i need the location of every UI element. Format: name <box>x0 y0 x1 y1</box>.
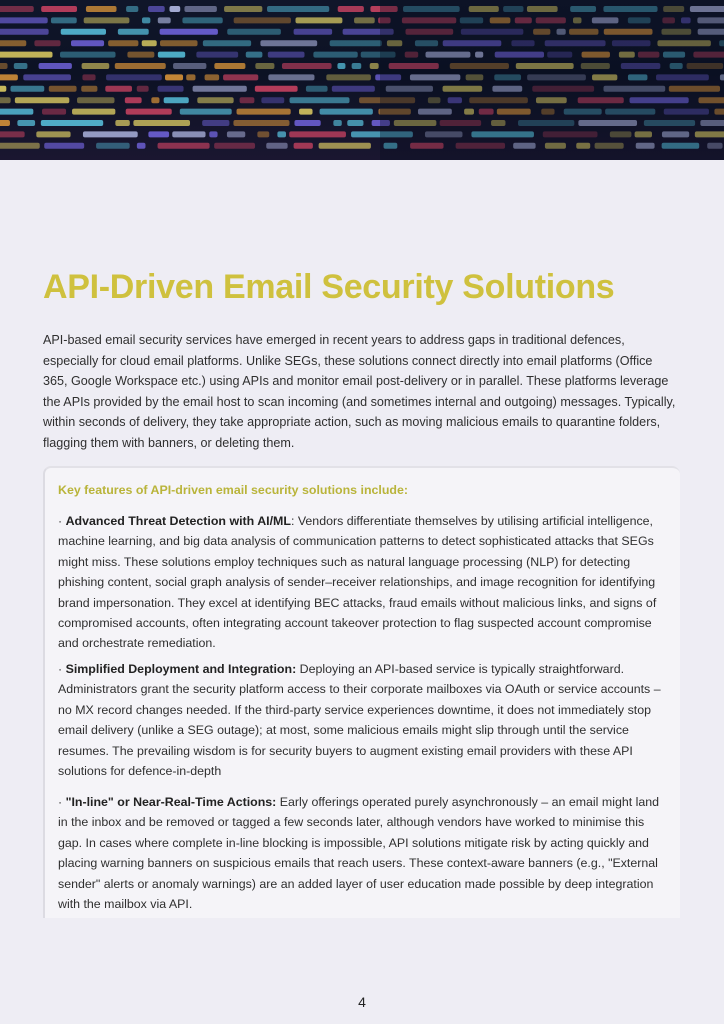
code-streak <box>14 63 28 69</box>
code-streak <box>268 74 314 80</box>
code-streak <box>72 109 115 115</box>
intro-paragraph: API-based email security services have emerged in recent years to address gaps in traditional defences, especially for cloud email platforms. Unlike SEGs, these solutions connect directly into email platforms (Office 365, Google Workspace etc.) using APIs and monitor email post-delivery or in parallel. These platforms leverage the APIs provided by the email host to scan incoming (and sometimes internal and outgoing) messages. Typically, within seconds of delivery, they take appropriate action, such as moving malicious emails to quarantine folders, flagging them with banners, or deleting them. <box>43 333 676 450</box>
code-streak <box>0 97 11 103</box>
code-streak <box>246 52 263 58</box>
code-streak <box>257 131 269 137</box>
bullet: · <box>58 662 66 676</box>
code-streak <box>193 86 247 92</box>
code-streak <box>165 74 183 80</box>
code-streak <box>0 52 53 58</box>
code-streak <box>234 17 291 23</box>
code-streak <box>319 143 371 149</box>
code-streak <box>233 120 289 126</box>
code-streak <box>267 6 329 12</box>
code-streak <box>0 29 49 35</box>
code-streak <box>96 143 130 149</box>
code-streak <box>332 86 375 92</box>
code-streak <box>151 97 159 103</box>
code-streak <box>268 52 305 58</box>
code-streak <box>290 97 350 103</box>
code-streak <box>205 74 220 80</box>
code-streak <box>118 29 149 35</box>
code-streak <box>164 97 189 103</box>
code-streak <box>160 29 218 35</box>
code-streak <box>15 97 69 103</box>
code-streak <box>266 143 287 149</box>
code-streak <box>51 17 77 23</box>
code-streak <box>184 6 216 12</box>
code-streak <box>82 74 95 80</box>
feature-item <box>58 511 670 654</box>
code-streak <box>203 40 251 46</box>
feature-text: Early offerings operated purely asynchronously – an email might land in the inbox and be removed or tagged a few seconds later, although vendors have worked to minimise this gap. In cases where complete in-line blocking is impossible, API solutions mitigate risk by acting quickly and placing warning banners on suspicious emails that reach users. These context-aware banners (e.g., "External sender" alerts or anomaly warnings) are an added layer of user education made possible by deep integration with the mailbox via API. <box>58 795 660 912</box>
code-streak <box>0 74 18 80</box>
code-streak <box>158 143 210 149</box>
code-streak <box>0 131 25 137</box>
code-streak <box>237 109 291 115</box>
code-streak <box>0 17 48 23</box>
code-streak <box>294 29 333 35</box>
key-features-box <box>43 466 680 918</box>
code-streak <box>277 131 286 137</box>
code-streak <box>148 6 165 12</box>
code-streak <box>169 6 180 12</box>
code-streak <box>227 29 281 35</box>
code-streak <box>148 131 169 137</box>
code-streak <box>84 17 130 23</box>
code-streak <box>133 120 190 126</box>
code-streak <box>295 17 342 23</box>
code-streak <box>42 109 66 115</box>
code-streak <box>0 40 26 46</box>
code-streak <box>0 86 6 92</box>
code-streak <box>77 97 114 103</box>
feature-title: "In-line" or Near-Real-Time Actions: <box>65 795 277 809</box>
code-streak <box>326 74 371 80</box>
code-streak <box>0 143 40 149</box>
code-streak <box>224 6 262 12</box>
code-streak <box>106 74 162 80</box>
code-streak <box>86 6 117 12</box>
code-streak <box>137 143 146 149</box>
code-streak <box>320 109 373 115</box>
code-streak <box>0 120 10 126</box>
hero-shade <box>380 0 724 160</box>
code-streak <box>186 74 195 80</box>
code-streak <box>227 131 245 137</box>
code-streak <box>180 109 232 115</box>
bullet: · <box>58 514 66 528</box>
code-streak <box>299 109 312 115</box>
hero-code-image <box>0 0 724 160</box>
code-streak <box>142 40 157 46</box>
code-streak <box>260 40 317 46</box>
code-streak <box>172 131 205 137</box>
code-streak <box>125 97 142 103</box>
code-screen-photo-icon <box>0 0 724 160</box>
code-streak <box>82 63 110 69</box>
code-streak <box>158 86 184 92</box>
code-streak <box>126 6 138 12</box>
code-streak <box>160 40 198 46</box>
code-streak <box>261 97 284 103</box>
code-streak <box>294 143 313 149</box>
code-streak <box>0 109 33 115</box>
code-streak <box>41 6 77 12</box>
code-streak <box>289 131 346 137</box>
code-streak <box>49 86 77 92</box>
code-streak <box>127 52 154 58</box>
key-features-heading: Key features of API-driven email security solutions include: <box>58 483 409 497</box>
code-streak <box>330 40 382 46</box>
code-streak <box>352 63 362 69</box>
code-streak <box>10 86 44 92</box>
code-streak <box>83 131 138 137</box>
code-streak <box>196 52 238 58</box>
code-streak <box>173 63 206 69</box>
code-streak <box>115 120 129 126</box>
code-streak <box>41 120 103 126</box>
code-streak <box>44 143 84 149</box>
code-streak <box>158 17 171 23</box>
code-streak <box>36 131 70 137</box>
code-streak <box>354 17 375 23</box>
code-streak <box>71 40 104 46</box>
code-streak <box>137 86 149 92</box>
feature-title: Advanced Threat Detection with AI/ML <box>65 514 291 528</box>
code-streak <box>214 63 245 69</box>
code-streak <box>0 6 34 12</box>
code-streak <box>39 63 72 69</box>
feature-item <box>58 659 670 781</box>
code-streak <box>158 52 185 58</box>
code-streak <box>223 74 258 80</box>
code-streak <box>17 120 35 126</box>
code-streak <box>370 63 379 69</box>
code-streak <box>81 86 97 92</box>
code-streak <box>105 86 132 92</box>
bullet: · <box>58 795 66 809</box>
code-streak <box>34 40 60 46</box>
code-streak <box>202 120 229 126</box>
code-streak <box>313 52 357 58</box>
code-streak <box>333 120 341 126</box>
feature-text: Deploying an API-based service is typically straightforward. Administrators grant the security platform access to their corporate mailboxes via OAuth or service accounts – no MX record changes needed. If the third-party service experiences downtime, it does not immediately stop email delivery (unlike a SEG outage); at most, some malicious emails might slip through until the service resumes. The prevailing wisdom is for security buyers to augment existing email providers with these API solutions for defence-in-depth <box>58 662 661 779</box>
feature-item <box>58 792 670 914</box>
code-streak <box>214 143 255 149</box>
code-streak <box>337 63 345 69</box>
code-streak <box>115 63 166 69</box>
code-streak <box>282 63 332 69</box>
code-streak <box>0 63 8 69</box>
code-streak <box>23 74 71 80</box>
code-streak <box>60 52 116 58</box>
code-streak <box>338 6 364 12</box>
code-streak <box>197 97 233 103</box>
code-streak <box>209 131 217 137</box>
code-streak <box>142 17 150 23</box>
page-number: 4 <box>358 994 366 1010</box>
code-streak <box>108 40 138 46</box>
code-streak <box>240 97 255 103</box>
code-streak <box>61 29 106 35</box>
code-streak <box>126 109 172 115</box>
code-streak <box>306 86 328 92</box>
code-streak <box>294 120 320 126</box>
code-streak <box>255 63 274 69</box>
code-streak <box>182 17 222 23</box>
feature-separator: : <box>290 514 298 528</box>
feature-title: Simplified Deployment and Integration: <box>65 662 297 676</box>
code-streak <box>347 120 363 126</box>
page-title: API-Driven Email Security Solutions <box>43 268 615 306</box>
code-streak <box>255 86 298 92</box>
feature-text: Vendors differentiate themselves by utilising artificial intelligence, machine learning, and big data analysis of communication patterns to detect sophisticated attacks that SEGs might miss. These solutions employ techniques such as natural language processing (NLP) for detecting phishing content, social graph analysis of sender–receiver relationships, and image recognition for identifying brand impersonation. They excel at identifying BEC attacks, fraud emails without malicious links, and signs of compromised accounts, often integrating account takeover protection to flag suspected account compromise and orchestrate remediation. <box>58 514 657 651</box>
